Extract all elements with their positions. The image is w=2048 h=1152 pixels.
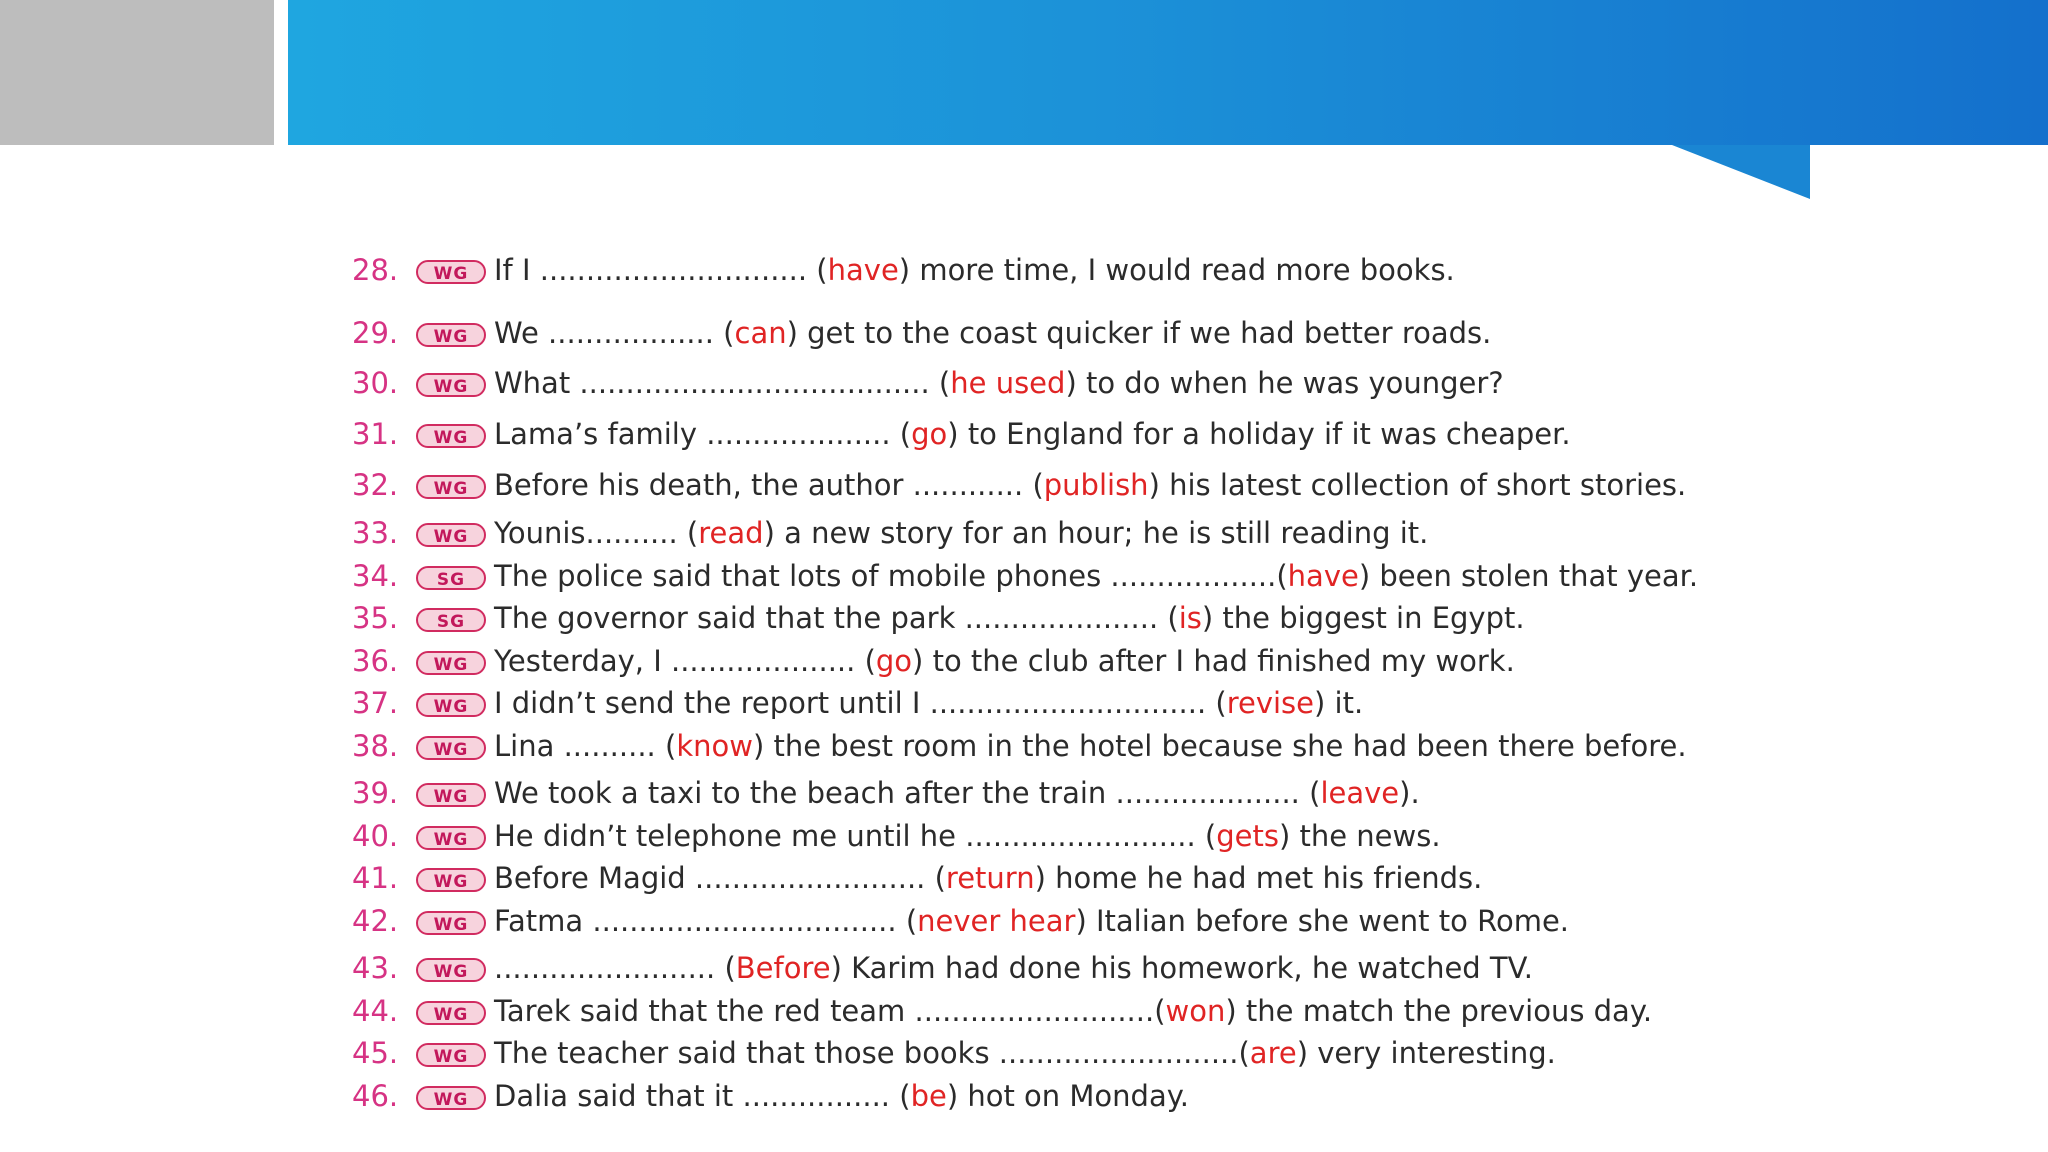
- exercise-item: [352, 467, 1686, 503]
- wg-badge-icon: WG: [416, 373, 486, 397]
- item-text-before: Before his death, the author ............ (: [494, 468, 1044, 502]
- exercise-item: [352, 1035, 1556, 1071]
- exercise-item: [352, 515, 1428, 551]
- item-text-after: ) to do when he was younger?: [1065, 366, 1504, 400]
- item-number: 32.: [352, 468, 399, 502]
- item-number: 34.: [352, 559, 399, 593]
- item-verb: can: [734, 316, 787, 350]
- exercise-item: [352, 993, 1652, 1029]
- wg-badge-icon: WG: [416, 783, 486, 807]
- wg-badge-icon: WG: [416, 958, 486, 982]
- gray-header-block: [0, 0, 274, 145]
- item-number: 45.: [352, 1036, 399, 1070]
- wg-badge-icon: WG: [416, 1086, 486, 1110]
- wg-badge-icon: WG: [416, 826, 486, 850]
- item-text-before: What ...................................... (: [494, 366, 951, 400]
- item-text-before: ........................ (: [494, 951, 736, 985]
- item-text-after: ) to the club after I had finished my work.: [912, 644, 1515, 678]
- item-text-after: ) home he had met his friends.: [1034, 861, 1483, 895]
- exercise-item: [352, 728, 1687, 764]
- exercise-item: [352, 252, 1455, 288]
- item-number: 38.: [352, 729, 399, 763]
- item-text-after: ) Karim had done his homework, he watched TV.: [830, 951, 1533, 985]
- wg-badge-icon: WG: [416, 868, 486, 892]
- item-text-after: ) the biggest in Egypt.: [1201, 601, 1525, 635]
- item-text-before: We .................. (: [494, 316, 735, 350]
- item-text-before: The teacher said that those books ..........................(: [494, 1036, 1250, 1070]
- item-verb: won: [1165, 994, 1226, 1028]
- wg-badge-icon: WG: [416, 260, 486, 284]
- item-verb: Before: [735, 951, 831, 985]
- item-text-after: ) a new story for an hour; he is still reading it.: [763, 516, 1429, 550]
- wg-badge-icon: WG: [416, 1001, 486, 1025]
- item-number: 30.: [352, 366, 399, 400]
- item-text-after: ) it.: [1314, 686, 1364, 720]
- item-text-after: ) been stolen that year.: [1358, 559, 1699, 593]
- item-number: 35.: [352, 601, 399, 635]
- item-text-after: ) the match the previous day.: [1225, 994, 1653, 1028]
- item-text-before: The governor said that the park ..................... (: [494, 601, 1179, 635]
- sg-badge-icon: SG: [416, 608, 486, 632]
- exercise-item: [352, 903, 1569, 939]
- exercise-item: [352, 860, 1482, 896]
- blue-header-banner: [288, 0, 2048, 145]
- item-number: 33.: [352, 516, 399, 550]
- item-text-after: ) his latest collection of short stories.: [1148, 468, 1687, 502]
- exercise-item: [352, 315, 1491, 351]
- item-text-after: ) the news.: [1278, 819, 1441, 853]
- item-number: 29.: [352, 316, 399, 350]
- item-verb: know: [676, 729, 753, 763]
- item-text-before: Younis.......... (: [494, 516, 699, 550]
- item-text-before: The police said that lots of mobile phones ..................(: [494, 559, 1288, 593]
- wg-badge-icon: WG: [416, 323, 486, 347]
- item-number: 46.: [352, 1079, 399, 1113]
- exercise-item: [352, 558, 1698, 594]
- wg-badge-icon: WG: [416, 651, 486, 675]
- item-verb: have: [1287, 559, 1359, 593]
- item-verb: have: [827, 253, 899, 287]
- item-verb: publish: [1043, 468, 1149, 502]
- wg-badge-icon: WG: [416, 736, 486, 760]
- exercise-item: [352, 643, 1515, 679]
- item-text-after: ) get to the coast quicker if we had better roads.: [786, 316, 1492, 350]
- item-verb: go: [875, 644, 913, 678]
- item-number: 37.: [352, 686, 399, 720]
- wg-badge-icon: WG: [416, 475, 486, 499]
- exercise-item: [352, 600, 1525, 636]
- item-verb: he used: [950, 366, 1066, 400]
- item-number: 31.: [352, 417, 399, 451]
- item-number: 28.: [352, 253, 399, 287]
- item-text-after: ) very interesting.: [1296, 1036, 1556, 1070]
- exercise-item: [352, 1078, 1189, 1114]
- item-text-before: Yesterday, I .................... (: [494, 644, 876, 678]
- item-text-after: ) the best room in the hotel because she had been there before.: [752, 729, 1687, 763]
- wg-badge-icon: WG: [416, 911, 486, 935]
- item-verb: return: [945, 861, 1035, 895]
- exercise-item: [352, 416, 1571, 452]
- item-number: 39.: [352, 776, 399, 810]
- item-text-after: ) Italian before she went to Rome.: [1075, 904, 1570, 938]
- item-text-before: Before Magid ......................... (: [494, 861, 946, 895]
- wg-badge-icon: WG: [416, 693, 486, 717]
- item-text-after: ) to England for a holiday if it was cheaper.: [947, 417, 1571, 451]
- wg-badge-icon: WG: [416, 523, 486, 547]
- exercise-list: [352, 253, 1772, 1113]
- item-number: 44.: [352, 994, 399, 1028]
- item-text-before: Lama’s family .................... (: [494, 417, 912, 451]
- item-number: 42.: [352, 904, 399, 938]
- item-verb: leave: [1320, 776, 1400, 810]
- wg-badge-icon: WG: [416, 1043, 486, 1067]
- item-verb: never hear: [917, 904, 1076, 938]
- item-text-before: He didn’t telephone me until he ......................... (: [494, 819, 1217, 853]
- exercise-item: [352, 775, 1420, 811]
- item-number: 40.: [352, 819, 399, 853]
- item-verb: be: [910, 1079, 947, 1113]
- item-text-after: ).: [1399, 776, 1420, 810]
- exercise-item: [352, 365, 1504, 401]
- item-text-before: If I ............................. (: [494, 253, 828, 287]
- item-number: 36.: [352, 644, 399, 678]
- item-text-after: ) hot on Monday.: [946, 1079, 1189, 1113]
- exercise-item: [352, 818, 1441, 854]
- exercise-item: [352, 685, 1363, 721]
- item-verb: gets: [1216, 819, 1279, 853]
- item-number: 41.: [352, 861, 399, 895]
- item-text-before: Lina .......... (: [494, 729, 677, 763]
- wg-badge-icon: WG: [416, 424, 486, 448]
- item-text-before: We took a taxi to the beach after the train .................... (: [494, 776, 1321, 810]
- item-verb: read: [698, 516, 764, 550]
- item-text-before: Fatma ................................. (: [494, 904, 918, 938]
- item-text-before: Dalia said that it ................ (: [494, 1079, 911, 1113]
- item-verb: go: [911, 417, 948, 451]
- item-text-before: Tarek said that the red team ..........................(: [494, 994, 1166, 1028]
- item-verb: are: [1249, 1036, 1297, 1070]
- item-text-before: I didn’t send the report until I .............................. (: [494, 686, 1227, 720]
- exercise-item: [352, 950, 1533, 986]
- item-text-after: ) more time, I would read more books.: [898, 253, 1455, 287]
- item-verb: revise: [1226, 686, 1315, 720]
- sg-badge-icon: SG: [416, 566, 486, 590]
- banner-corner-tab: [1672, 145, 1810, 199]
- item-verb: is: [1178, 601, 1202, 635]
- item-number: 43.: [352, 951, 399, 985]
